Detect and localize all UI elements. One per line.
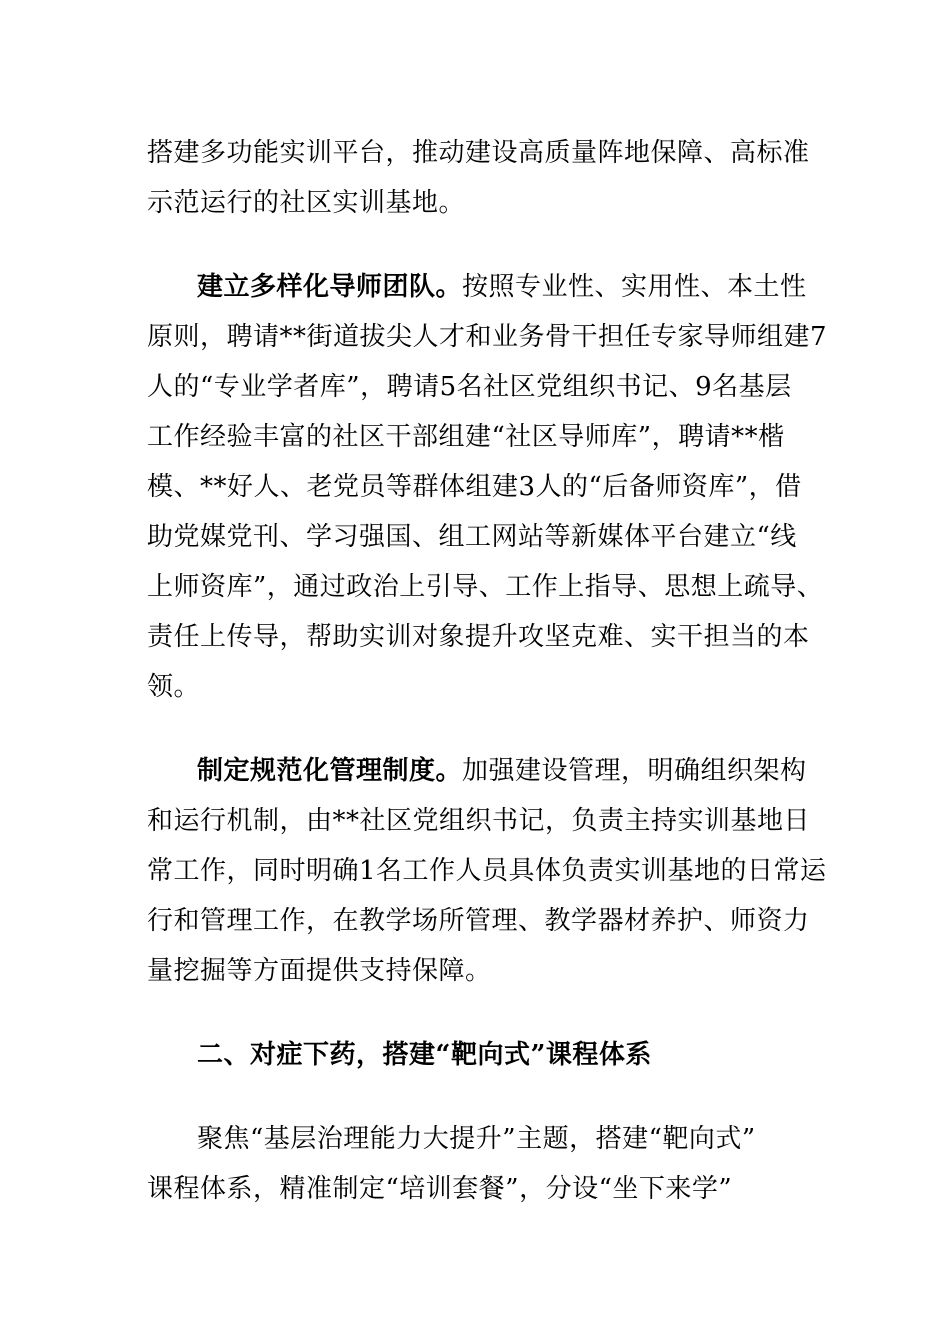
paragraph-line: 行和管理工作，在教学场所管理、教学器材养护、师资力 bbox=[147, 906, 810, 936]
paragraph-line: 示范运行的社区实训基地。 bbox=[147, 188, 466, 218]
paragraph-lead-bold: 制定规范化管理制度。 bbox=[197, 756, 463, 786]
paragraph-line: 常工作，同时明确1名工作人员具体负责实训基地的日常运 bbox=[147, 856, 827, 886]
paragraph-first-line bbox=[197, 270, 807, 304]
paragraph-line: 和运行机制，由**社区党组织书记，负责主持实训基地日 bbox=[147, 806, 811, 836]
paragraph-first-line: 聚焦“基层治理能力大提升”主题，搭建“靶向式” bbox=[197, 1124, 756, 1154]
paragraph-lead-bold: 建立多样化导师团队。 bbox=[197, 272, 463, 302]
paragraph-line: 工作经验丰富的社区干部组建“社区导师库”，聘请**楷 bbox=[147, 422, 785, 452]
paragraph-first-line bbox=[197, 754, 807, 788]
paragraph-text: 按照专业性、实用性、本土性 bbox=[462, 272, 807, 302]
paragraph-line: 人的“专业学者库”，聘请5名社区党组织书记、9名基层 bbox=[147, 372, 792, 402]
paragraph-line: 领。 bbox=[147, 672, 201, 702]
paragraph-line: 搭建多功能实训平台，推动建设高质量阵地保障、高标准 bbox=[147, 138, 810, 168]
paragraph-line: 模、**好人、老党员等群体组建3人的“后备师资库”，借 bbox=[147, 472, 802, 502]
paragraph-line: 助党媒党刊、学习强国、组工网站等新媒体平台建立“线 bbox=[147, 522, 797, 552]
paragraph-line: 量挖掘等方面提供支持保障。 bbox=[147, 956, 492, 986]
paragraph-line: 责任上传导，帮助实训对象提升攻坚克难、实干担当的本 bbox=[147, 622, 810, 652]
paragraph-line: 课程体系，精准制定“培训套餐”，分设“坐下来学” bbox=[147, 1174, 733, 1204]
section-heading: 二、对症下药，搭建“靶向式”课程体系 bbox=[197, 1040, 652, 1070]
paragraph-line: 上师资库”，通过政治上引导、工作上指导、思想上疏导、 bbox=[147, 572, 824, 602]
paragraph-line: 原则，聘请**街道拔尖人才和业务骨干担任专家导师组建7 bbox=[147, 322, 828, 352]
paragraph-text: 加强建设管理，明确组织架构 bbox=[462, 756, 807, 786]
